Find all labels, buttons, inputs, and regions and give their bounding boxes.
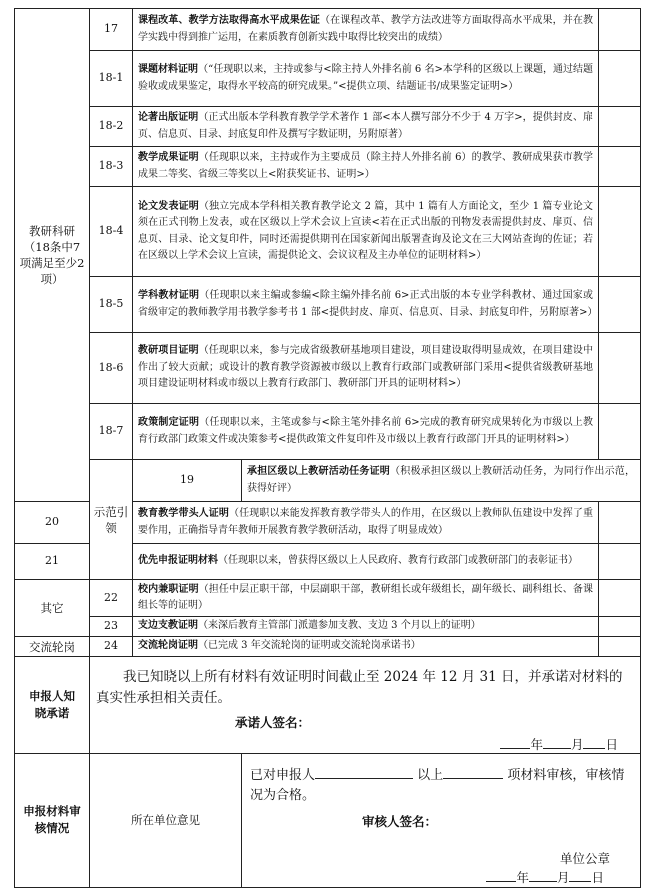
category-rotation: 交流轮岗 — [15, 637, 90, 657]
category-demo: 示范引领 — [90, 460, 133, 580]
check-cell[interactable] — [599, 9, 641, 51]
row-description: 课程改革、教学方法取得高水平成果佐证（在课程改革、教学方法改进等方面取得高水平成果，并在教学实践中得到推广运用，在素质教育创新实践中取得比较突出的成绩） — [133, 9, 599, 51]
row-number: 20 — [15, 502, 90, 544]
promise-date[interactable]: 年 月 日 — [90, 736, 640, 754]
row-description: 承担区级以上教研活动任务证明（积极承担区级以上教研活动任务，为同行作出示范，获得好评） — [242, 460, 641, 502]
promise-signature-label: 承诺人签名： — [235, 715, 311, 730]
category-research: 教研科研（18条中7项满足至少2项） — [15, 9, 90, 502]
row-number: 18-3 — [90, 147, 133, 187]
review-sublabel: 所在单位意见 — [90, 754, 242, 888]
row-description: 教育教学带头人证明（任现职以来能发挥教育教学带头人的作用，在区级以上教师队伍建设中发挥了重要作用，正确指导青年教师开展教育教学教研活动，取得了明显成效） — [133, 502, 599, 544]
check-cell[interactable] — [599, 637, 641, 657]
row-number: 18-1 — [90, 51, 133, 107]
check-cell[interactable] — [599, 187, 641, 277]
row-number: 22 — [90, 580, 133, 617]
row-description: 校内兼职证明（担任中层正职干部，中层副职干部，教研组长或年级组长，副年级长、副科组长、备课组长等的证明） — [133, 580, 599, 617]
row-number: 17 — [90, 9, 133, 51]
check-cell[interactable] — [599, 333, 641, 404]
row-description: 交流轮岗证明（已完成 3 年交流轮岗的证明或交流轮岗承诺书） — [133, 637, 599, 657]
check-cell[interactable] — [599, 580, 641, 617]
materials-table — [14, 8, 641, 888]
check-cell[interactable] — [599, 147, 641, 187]
row-description: 教研项目证明（任现职以来，参与完成省级教研基地项目建设，项目建设取得明显成效，在项目建设中作出了较大贡献；或设计的教育教学资源被市级以上教育行政部门或教研部门采用<提供省级教研基地项目建设证明材料或市级以上教育行政部门、教研部门开具的证明材料>） — [133, 333, 599, 404]
category-other: 其它 — [15, 580, 90, 637]
review-statement: 已对申报人 以上 项材料审核，审核情况为合格。 — [250, 768, 625, 803]
row-description: 论文发表证明（独立完成本学科相关教育教学论文 2 篇，其中 1 篇有人方面论文，至少 1 篇专业论文须在正式刊物上发表，或在区级以上学术会议上宣读<若在正式出版的刊物发表需提供封皮、扉页、信息页、目录、论文复印件，同时还需提供期刊在国家新闻出版署查询及论文在三大网站查询的佐证；若在区级以上学术会议上宣读，需提供论文、会议议程及主办单位的证明材料>） — [133, 187, 599, 277]
row-description: 教学成果证明（任现职以来，主持或作为主要成员（除主持人外排名前 6）的教学、教研成果获市教学成果二等奖、省级三等奖以上<附获奖证书、证明>） — [133, 147, 599, 187]
row-description: 论著出版证明（正式出版本学科教育教学学术著作 1 部<本人撰写部分不少于 4 万字>，提供封皮、扉页、信息页、目录、封底复印件及撰写字数证明，另附原著） — [133, 107, 599, 147]
row-number: 18-6 — [90, 333, 133, 404]
row-number: 23 — [90, 617, 133, 637]
row-number: 21 — [15, 544, 90, 580]
row-description: 课题材料证明（“任现职以来，主持或参与<除主持人外排名前 6 名>本学科的区级以上课题，通过结题验收或成果鉴定，取得水平较高的研究成果。”<提供立项、结题证书/成果鉴定证明>） — [133, 51, 599, 107]
row-description: 学科教材证明（任现职以来主编或参编<除主编外排名前 6>正式出版的本专业学科教材、通过国家或省级审定的教师教学用书教学参考书 1 部<提供封皮、扉页、信息页、目录、封底复印件，另附原著>） — [133, 277, 599, 333]
review-signature-label: 审核人签名： — [362, 814, 438, 829]
check-cell[interactable] — [599, 404, 641, 460]
applicant-name-blank[interactable] — [315, 766, 413, 779]
row-number: 18-7 — [90, 404, 133, 460]
check-cell[interactable] — [599, 502, 641, 544]
row-number: 18-2 — [90, 107, 133, 147]
review-label: 申报材料审核情况 — [15, 754, 90, 888]
check-cell[interactable] — [599, 51, 641, 107]
row-number: 18-4 — [90, 187, 133, 277]
row-number: 24 — [90, 637, 133, 657]
check-cell[interactable] — [599, 617, 641, 637]
check-cell[interactable] — [599, 107, 641, 147]
row-number: 18-5 — [90, 277, 133, 333]
review-section — [242, 754, 641, 888]
review-date[interactable]: 年 月 日 — [242, 869, 640, 887]
promise-section — [90, 657, 641, 754]
row-description: 支边支教证明（来深后教育主管部门派遣参加支教、支边 3 个月以上的证明） — [133, 617, 599, 637]
item-count-blank[interactable] — [443, 766, 503, 779]
unit-stamp-label: 单位公章 — [560, 850, 611, 866]
promise-label: 申报人知晓承诺 — [15, 657, 90, 754]
promise-text: 我已知晓以上所有材料有效证明时间截止至 2024 年 12 月 31 日，并承诺对材料的真实性承担相关责任。 — [96, 669, 623, 706]
row-description: 政策制定证明（任现职以来，主笔或参与<除主笔外排名前 6>完成的教育研究成果转化为市级以上教育行政部门政策文件或决策参考<提供政策文件复印件及市级以上教育行政部门开具的证明材料>） — [133, 404, 599, 460]
check-cell[interactable] — [599, 277, 641, 333]
check-cell[interactable] — [599, 544, 641, 580]
row-description: 优先申报证明材料（任现职以来，曾获得区级以上人民政府、教育行政部门或教研部门的表彰证书） — [133, 544, 599, 580]
row-number: 19 — [133, 460, 242, 502]
